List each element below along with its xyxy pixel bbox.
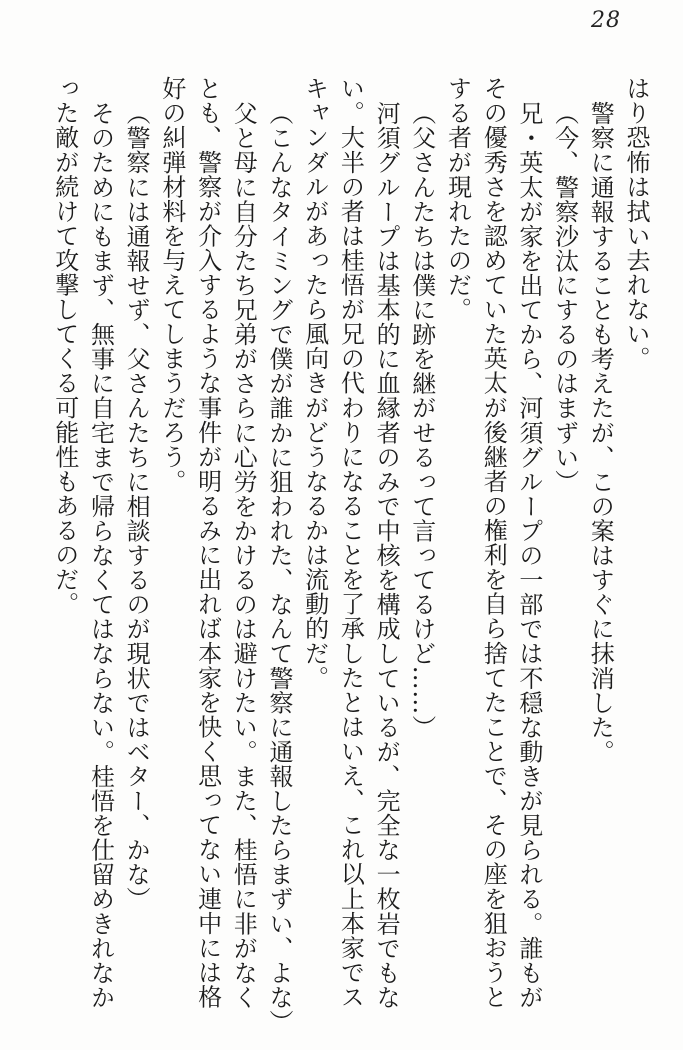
text-line: 警察に通報することも考えたが、この案はすぐに抹消した。 xyxy=(586,101,615,764)
text-line: い。大半の者は桂悟が兄の代わりになることを了承したとはいえ、これ以上本家でス xyxy=(336,76,365,1009)
text-line: する者が現れたのだ。 xyxy=(443,76,472,322)
text-line: （父さんたちは僕に跡を継がせるって言ってるけど……） xyxy=(407,101,436,740)
text-columns xyxy=(45,76,653,1034)
text-line: 兄・英太が家を出てから、河須グループの一部では不穏な動きが見られる。誰もが xyxy=(514,101,543,1010)
text-line: った敵が続けて攻撃してくる可能性もあるのだ。 xyxy=(50,76,79,617)
text-line: 河須グループは基本的に血縁者のみで中核を構成しているが、完全な一枚岩でもな xyxy=(372,101,401,1010)
text-line: とも、警察が介入するような事件が明るみに出れば本家を快く思ってない連中には格 xyxy=(193,76,222,1009)
page-number: 28 xyxy=(591,8,621,33)
text-line: その優秀さを認めていた英太が後継者の権利を自ら捨てたことで、その座を狙おうと xyxy=(479,76,508,1009)
text-line: 好の糾弾材料を与えてしまうだろう。 xyxy=(157,76,186,494)
text-line: （今、警察沙汰にするのはまずい） xyxy=(550,101,579,494)
text-line: キャンダルがあったら風向きがどうなるかは流動的だ。 xyxy=(300,76,329,690)
text-line: （警察には通報せず、父さんたちに相談するのが現状ではベター、かな） xyxy=(122,101,151,912)
text-line: はり恐怖は拭い去れない。 xyxy=(622,76,650,371)
text-line: （こんなタイミングで僕が誰かに狙われた、なんて警察に通報したらまずい、よな） xyxy=(264,101,293,1034)
text-line: 父と母に自分たち兄弟がさらに心労をかけるのは避けたい。また、桂悟に非がなく xyxy=(229,101,258,1010)
text-line: そのためにもまず、無事に自宅まで帰らなくてはならない。桂悟を仕留めきれなか xyxy=(86,101,115,1010)
